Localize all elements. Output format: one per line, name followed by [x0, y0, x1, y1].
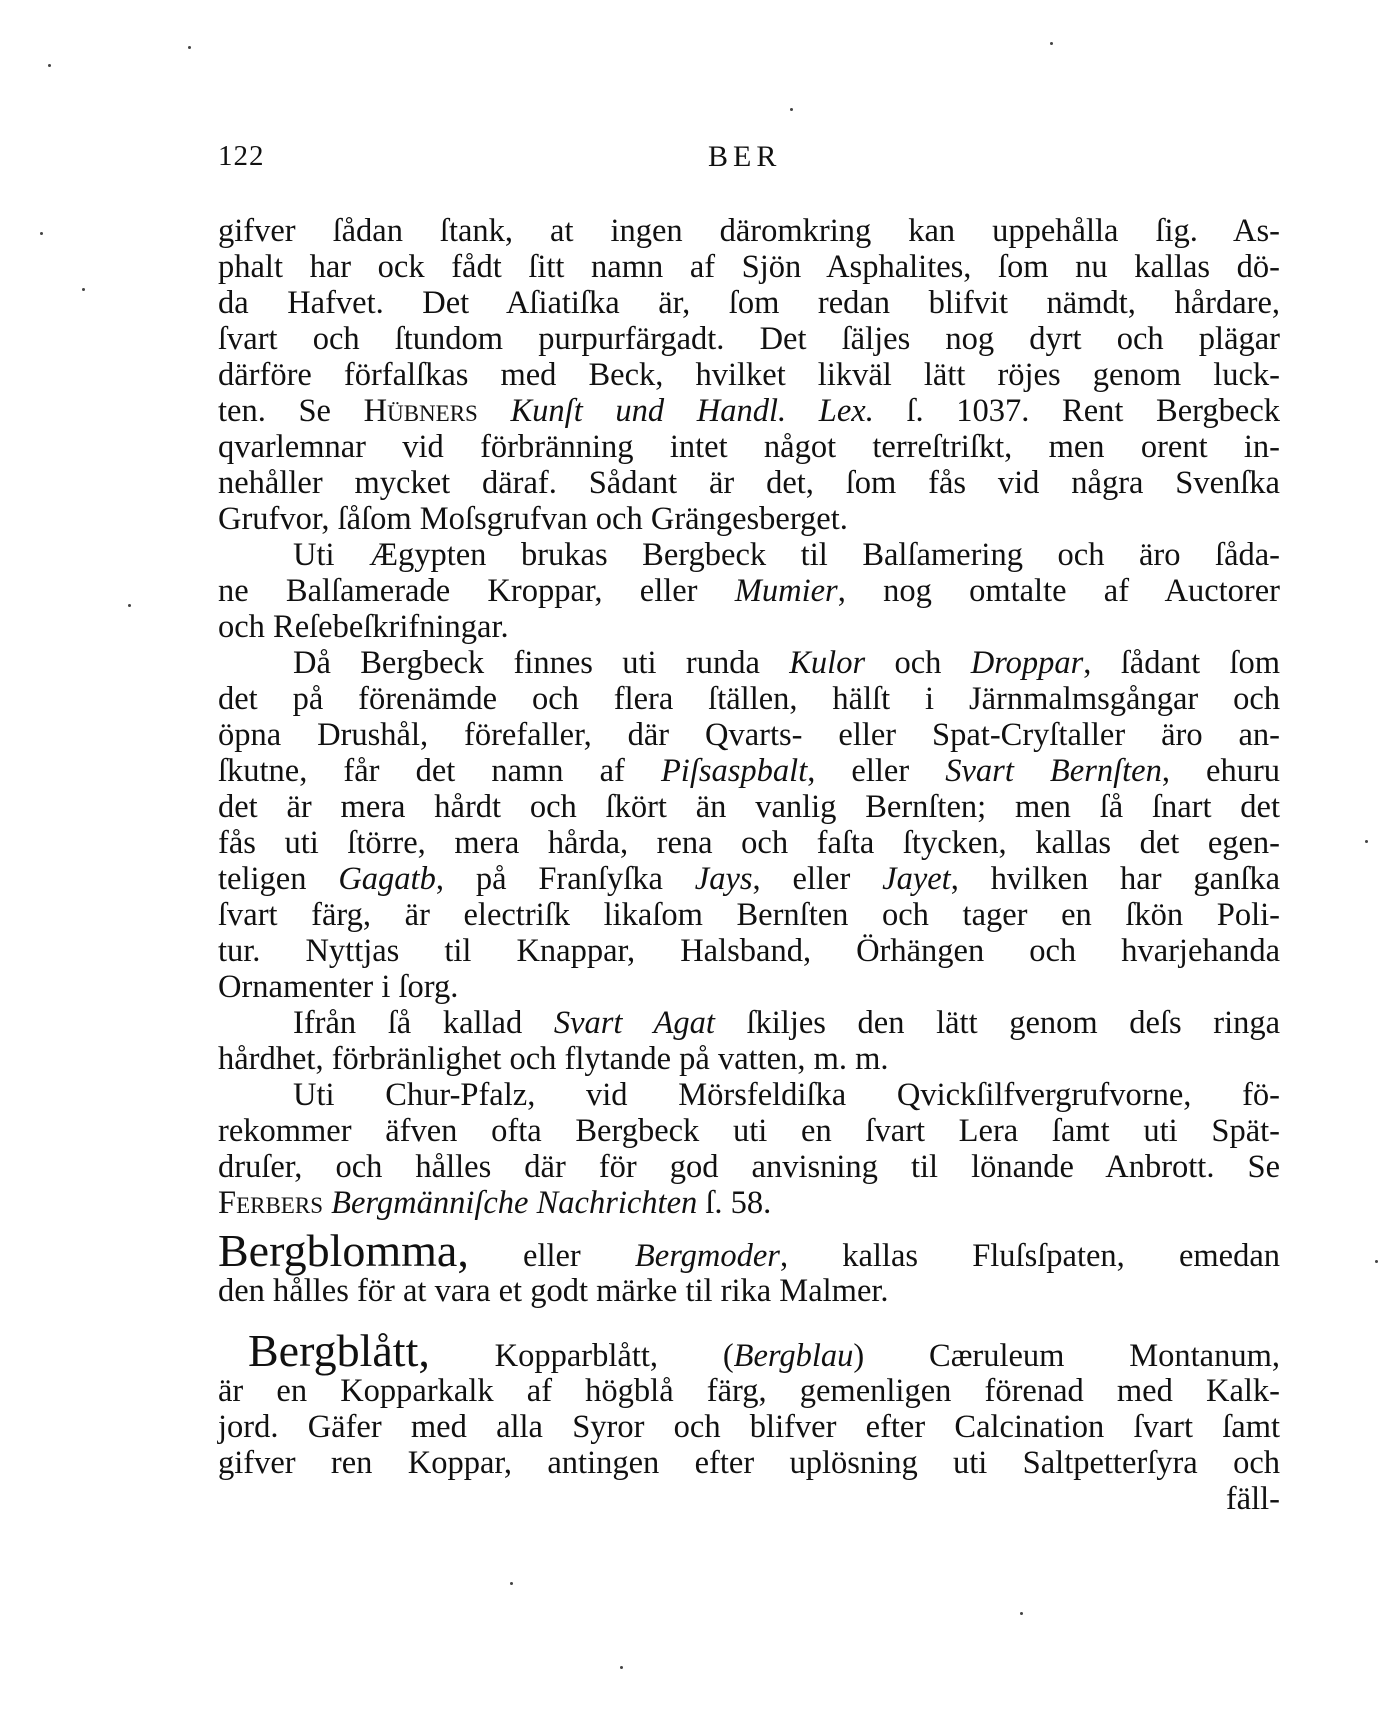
text-line: qvarlemnar vid förbränning intet något terreſtriſkt, men orent in-: [218, 429, 1280, 465]
italic-term: Svart Agat: [553, 1005, 715, 1041]
text-line: Uti Ægypten brukas Bergbeck til Balſamering och äro ſåda-: [293, 537, 1280, 573]
text-run: , ehuru: [1161, 753, 1281, 789]
entry-headword: Bergblomma,: [218, 1225, 469, 1276]
text-line: rekommer äfven ofta Bergbeck uti en ſvart Lera ſamt uti Spät-: [218, 1113, 1280, 1149]
italic-term: Piſsaspbalt: [660, 753, 808, 789]
book-title: Bergmänniſche Nachrichten: [331, 1185, 698, 1221]
text-line: [218, 393, 1280, 429]
text-line: tur. Nyttjas til Knappar, Halsband, Örhängen och hvarjehanda: [218, 933, 1280, 969]
scan-speck: [790, 108, 793, 111]
scan-speck: [1050, 42, 1053, 45]
text-run: ) Cæruleum Montanum,: [853, 1338, 1280, 1374]
text-run: , på Franſyſka: [435, 861, 663, 897]
scan-speck: [1020, 1612, 1023, 1615]
text-run: , eller: [807, 753, 910, 789]
text-line: det är mera hårdt och ſkört än vanlig Bernſten; men ſå ſnart det: [218, 789, 1280, 825]
text-line: phalt har ock fådt ſitt namn af Sjön Asphalites, ſom nu kallas dö-: [218, 249, 1280, 285]
scan-speck: [82, 288, 85, 291]
scan-speck: [620, 1666, 623, 1669]
section-heading: BER: [708, 140, 782, 173]
text-line: är en Kopparkalk af högblå färg, gemenligen förenad med Kalk-: [218, 1373, 1280, 1409]
italic-term: Droppar: [970, 645, 1084, 681]
text-run: , kallas Fluſsſpaten, emedan: [779, 1238, 1280, 1274]
italic-term: Kulor: [789, 645, 866, 681]
text-run: Kopparblått, (: [494, 1338, 734, 1374]
text-run: , eller: [752, 861, 851, 897]
italic-term: Jayet: [882, 861, 951, 897]
text-line: öpna Drushål, förefaller, där Qvarts- eller Spat-Cryſtaller äro an-: [218, 717, 1280, 753]
text-line: [218, 861, 1280, 897]
author-name: Ferbers: [218, 1185, 323, 1221]
text-line: därföre förfalſkas med Beck, hvilket likväl lätt röjes genom luck-: [218, 357, 1280, 393]
text-line: och Reſebeſkrifningar.: [218, 609, 509, 645]
page-number: 122: [218, 140, 265, 172]
text-line: Ornamenter i ſorg.: [218, 969, 459, 1005]
text-line: gifver ren Koppar, antingen efter uplösning uti Saltpetterſyra och: [218, 1445, 1280, 1481]
scan-speck: [1365, 840, 1368, 843]
entry-line: [218, 1225, 1280, 1276]
body-text: [218, 213, 1280, 1517]
italic-term: Bergblau: [733, 1338, 854, 1374]
text-run: , nog omtalte af Auctorer: [837, 573, 1281, 609]
scan-speck: [510, 1582, 513, 1585]
text-run: Ifrån ſå kallad: [293, 1005, 523, 1041]
italic-term: Gagatb: [338, 861, 436, 897]
text-line: det på förenämde och flera ſtällen, hälſt i Järnmalmsgångar och: [218, 681, 1280, 717]
text-line: Uti Chur-Pfalz, vid Mörsfeldiſka Qvickſilfvergrufvorne, fö-: [293, 1077, 1280, 1113]
text-line: ſvart och ſtundom purpurfärgadt. Det ſäljes nog dyrt och plägar: [218, 321, 1280, 357]
text-line: nehåller mycket däraf. Sådant är det, ſom fås vid några Svenſka: [218, 465, 1280, 501]
scan-speck: [188, 46, 191, 49]
text-line: druſer, och hålles där för god anvisning til lönande Anbrott. Se: [218, 1149, 1280, 1185]
text-run: teligen: [218, 861, 307, 897]
italic-term: Jays: [694, 861, 753, 897]
text-run: ne Balſamerade Kroppar, eller: [218, 573, 698, 609]
entry-headword: Bergblått,: [248, 1325, 430, 1376]
text-run: ſ. 1037. Rent Bergbeck: [906, 393, 1280, 429]
text-run: Då Bergbeck finnes uti runda: [293, 645, 760, 681]
text-line: Grufvor, ſåſom Moſsgrufvan och Grängesberget.: [218, 501, 848, 537]
text-line: fås uti ſtörre, mera hårda, rena och faſta ſtycken, kallas det egen-: [218, 825, 1280, 861]
text-run: ſ. 58.: [705, 1185, 772, 1221]
text-run: , hvilken har ganſka: [950, 861, 1281, 897]
italic-term: Mumier: [734, 573, 838, 609]
text-run: ſkutne, får det namn af: [218, 753, 625, 789]
running-head: [218, 140, 1278, 180]
text-line: ſvart färg, är electriſk likaſom Bernſten och tager en ſkön Poli-: [218, 897, 1280, 933]
text-line: jord. Gäfer med alla Syror och blifver efter Calcination ſvart ſamt: [218, 1409, 1280, 1445]
text-line: [218, 573, 1280, 609]
italic-term: Svart Bernſten: [945, 753, 1162, 789]
italic-term: Bergmoder: [634, 1238, 780, 1274]
scan-speck: [1375, 1260, 1378, 1263]
text-run: ſkiljes den lätt genom deſs ringa: [746, 1005, 1281, 1041]
text-line: [218, 1185, 1280, 1221]
text-run: ten. Se: [218, 393, 331, 429]
text-line: den hålles för at vara et godt märke til rika Malmer.: [218, 1273, 889, 1309]
author-name: Hübners: [363, 393, 478, 429]
scan-speck: [40, 232, 43, 235]
text-line: da Hafvet. Det Aſiatiſka är, ſom redan blifvit nämdt, hårdare,: [218, 285, 1280, 321]
entry-line: [218, 1325, 1280, 1376]
book-title: Kunſt und Handl. Lex.: [510, 393, 874, 429]
text-line: hårdhet, förbränlighet och flytande på vatten, m. m.: [218, 1041, 889, 1077]
text-run: , ſådant ſom: [1083, 645, 1281, 681]
text-run: eller: [523, 1238, 581, 1274]
text-line: [218, 1005, 1280, 1041]
catchword: fäll-: [1225, 1481, 1280, 1517]
text-line: [218, 645, 1280, 681]
text-line: [218, 753, 1280, 789]
text-run: och: [894, 645, 942, 681]
scan-speck: [128, 604, 131, 607]
scan-speck: [48, 64, 51, 67]
text-line: gifver ſådan ſtank, at ingen däromkring kan uppehålla ſig. As-: [218, 213, 1280, 249]
